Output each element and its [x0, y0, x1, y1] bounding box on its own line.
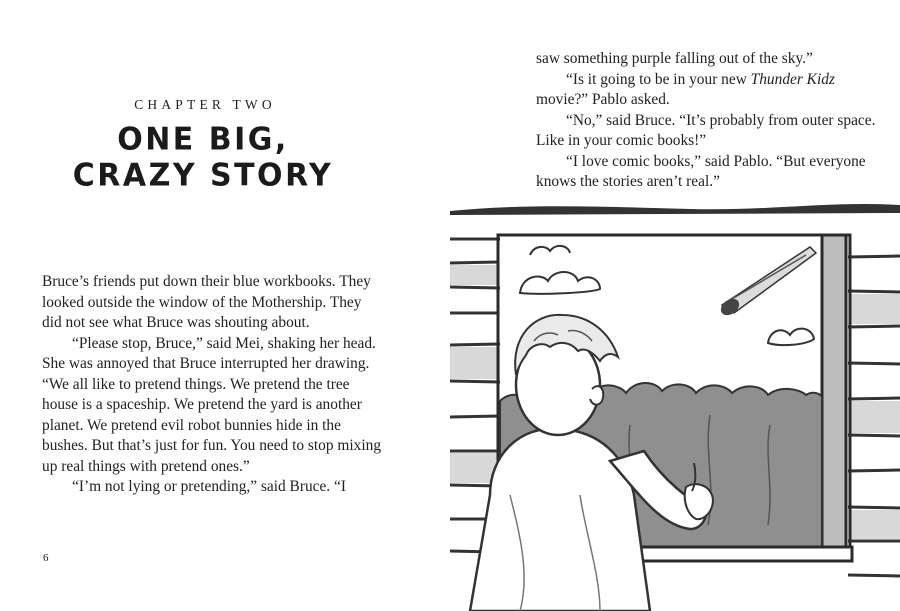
right-page-text	[536, 49, 881, 193]
paragraph-text: “Is it going to be in your new	[566, 70, 751, 88]
movie-title: Thunder Kidz	[750, 70, 835, 88]
paragraph: “I love comic books,” said Pablo. “But everyone knows the stories aren’t real.”	[536, 152, 866, 190]
window-frame-side	[822, 235, 846, 555]
window-illustration	[450, 195, 900, 611]
chapter-label: CHAPTER TWO	[134, 97, 276, 112]
paragraph: “Please stop, Bruce,” said Mei, shaking her head. She was annoyed that Bruce interrupted her drawing. “We all like to pretend things. We pretend the tree house is a spaceship. We pretend the yard is another planet. We pretend evil robot bunnies hide in the bushes. But that’s just for fun. You need to stop mixing up real things with pretend ones.”	[42, 334, 382, 475]
paragraph: saw something purple falling out of the sky.”	[536, 50, 813, 67]
chapter-title	[0, 122, 406, 193]
chapter-title-line-2: CRAZY STORY	[72, 156, 334, 194]
left-page-text	[42, 272, 382, 498]
paragraph: “I’m not lying or pretending,” said Bruce. “I	[72, 478, 346, 495]
paragraph: “No,” said Bruce. “It’s probably from outer space. Like in your comic books!”	[536, 111, 876, 149]
paragraph: Bruce’s friends put down their blue workbooks. They looked outside the window of the Mothership. They did not see what Bruce was shouting about.	[42, 273, 371, 331]
paragraph	[536, 70, 881, 111]
paragraph-text: movie?” Pablo asked.	[536, 91, 670, 108]
chapter-title-line-1: ONE BIG,	[117, 121, 289, 158]
page-number-left: 6	[43, 552, 49, 564]
